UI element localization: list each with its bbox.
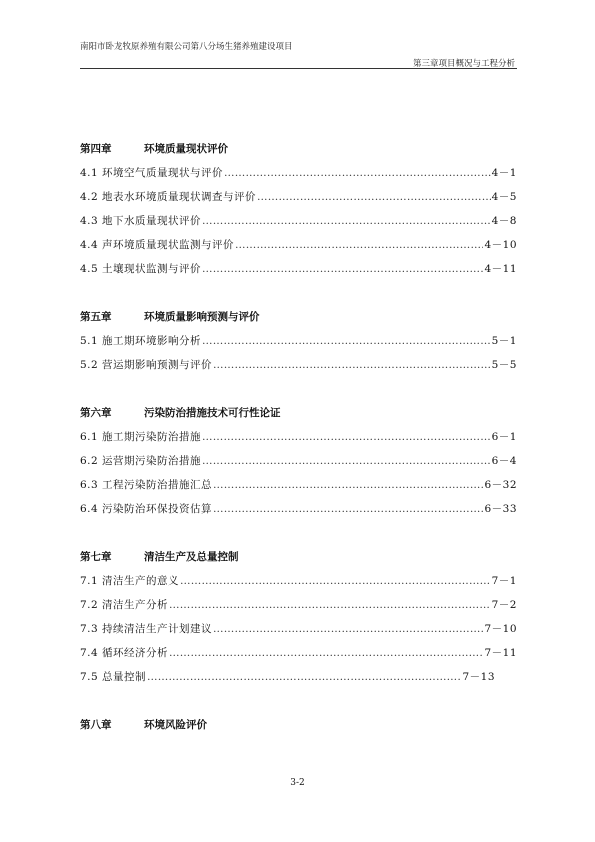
- toc-entry-label: 7.4 循环经济分析: [80, 647, 169, 659]
- header-project-title: 南阳市卧龙牧原养殖有限公司第八分场生猪养殖建设项目: [80, 42, 293, 52]
- toc-entry-page: 7－11: [484, 647, 517, 659]
- chapter-heading-4: [80, 141, 228, 156]
- toc-leader-dots: [257, 191, 491, 203]
- toc-entry-page: 7－10: [484, 623, 517, 635]
- toc-entry[interactable]: [80, 237, 517, 251]
- toc-entry-page: 6－1: [491, 431, 517, 443]
- toc-entry-page: 4－8: [491, 215, 517, 227]
- toc-leader-dots: [213, 479, 483, 491]
- toc-entry[interactable]: [80, 189, 517, 203]
- toc-entry-label: 7.5 总量控制: [80, 671, 147, 683]
- toc-entry-label: 6.3 工程污染防治措施汇总: [80, 479, 213, 491]
- toc-entry[interactable]: [80, 573, 517, 587]
- toc-leader-dots: [169, 647, 483, 659]
- chapter-number: 第七章: [80, 551, 112, 563]
- toc-entry-label: 4.3 地下水质量现状评价: [80, 215, 202, 227]
- toc-entry-label: 7.2 清洁生产分析: [80, 599, 169, 611]
- toc-entry[interactable]: [80, 477, 517, 491]
- toc-entry-label: 4.2 地表水环境质量现状调查与评价: [80, 191, 257, 203]
- chapter-title: 清洁生产及总量控制: [144, 551, 239, 563]
- toc-entry[interactable]: [80, 429, 517, 443]
- chapter-heading-8: [80, 717, 207, 732]
- toc-leader-dots: [169, 599, 491, 611]
- toc-entry-label: 6.1 施工期污染防治措施: [80, 431, 202, 443]
- toc-entry-page: 4－11: [484, 263, 517, 275]
- toc-entry-label: 5.2 营运期影响预测与评价: [80, 359, 213, 371]
- chapter-title: 污染防治措施技术可行性论证: [144, 407, 281, 419]
- toc-entry-label: 7.1 清洁生产的意义: [80, 575, 180, 587]
- toc-entry-page: 4－5: [491, 191, 517, 203]
- chapter-heading-7: [80, 549, 239, 564]
- toc-entry-label: 6.4 污染防治环保投资估算: [80, 503, 213, 515]
- chapter-title: 环境风险评价: [144, 719, 207, 731]
- toc-entry[interactable]: [80, 165, 517, 179]
- toc-entry-page: 5－1: [491, 335, 517, 347]
- toc-entry-label: 4.4 声环境质量现状监测与评价: [80, 239, 235, 251]
- toc-entry-page: 7－2: [491, 599, 517, 611]
- toc-leader-dots: [202, 431, 491, 443]
- toc-entry-label: 6.2 运营期污染防治措施: [80, 455, 202, 467]
- toc-entry-label: 4.1 环境空气质量现状与评价: [80, 167, 224, 179]
- toc-leader-dots: [147, 671, 461, 683]
- header-divider: [80, 68, 517, 69]
- toc-leader-dots: [224, 167, 491, 179]
- toc-leader-dots: [202, 263, 483, 275]
- toc-leader-dots: [213, 503, 483, 515]
- toc-entry[interactable]: [80, 501, 517, 515]
- toc-entry[interactable]: [80, 597, 517, 611]
- chapter-heading-5: [80, 309, 260, 324]
- chapter-title: 环境质量现状评价: [144, 143, 228, 155]
- toc-leader-dots: [213, 359, 491, 371]
- chapter-number: 第五章: [80, 311, 112, 323]
- toc-entry[interactable]: [80, 645, 517, 659]
- toc-leader-dots: [213, 623, 483, 635]
- toc-entry-page: 6－32: [484, 479, 517, 491]
- chapter-number: 第八章: [80, 719, 112, 731]
- toc-entry-label: 7.3 持续清洁生产计划建议: [80, 623, 213, 635]
- toc-entry-page: 5－5: [491, 359, 517, 371]
- chapter-number: 第六章: [80, 407, 112, 419]
- toc-entry-label: 5.1 施工期环境影响分析: [80, 335, 202, 347]
- toc-entry-page: 6－33: [484, 503, 517, 515]
- chapter-number: 第四章: [80, 143, 112, 155]
- toc-leader-dots: [202, 215, 491, 227]
- toc-entry[interactable]: [80, 669, 495, 683]
- toc-leader-dots: [180, 575, 491, 587]
- chapter-title: 环境质量影响预测与评价: [144, 311, 260, 323]
- toc-entry[interactable]: [80, 453, 517, 467]
- toc-entry-page: 4－10: [484, 239, 517, 251]
- toc-entry[interactable]: [80, 333, 517, 347]
- toc-entry-page: 7－1: [491, 575, 517, 587]
- toc-entry[interactable]: [80, 621, 517, 635]
- header-chapter-title: 第三章项目概况与工程分析: [412, 59, 515, 69]
- toc-leader-dots: [202, 335, 491, 347]
- toc-leader-dots: [202, 455, 491, 467]
- toc-entry-page: 7－13: [462, 671, 495, 683]
- toc-leader-dots: [235, 239, 483, 251]
- toc-entry[interactable]: [80, 213, 517, 227]
- toc-entry[interactable]: [80, 261, 517, 275]
- toc-entry-page: 4－1: [491, 167, 517, 179]
- toc-entry[interactable]: [80, 357, 517, 371]
- chapter-heading-6: [80, 405, 281, 420]
- page-number: 3-2: [290, 778, 305, 788]
- toc-entry-page: 6－4: [491, 455, 517, 467]
- toc-entry-label: 4.5 土壤现状监测与评价: [80, 263, 202, 275]
